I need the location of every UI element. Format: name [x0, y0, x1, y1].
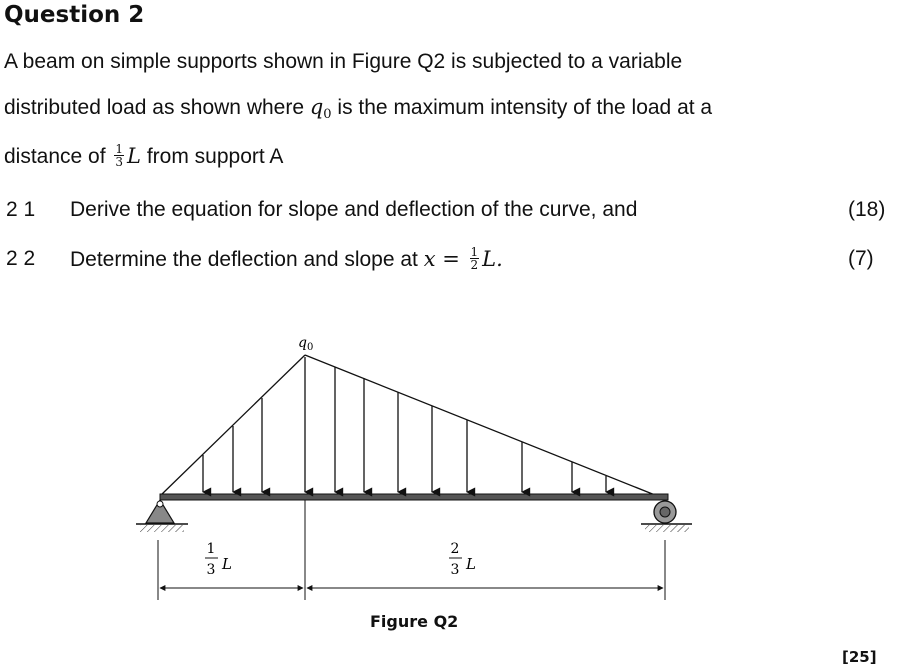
item-number-2-2: 2 2 — [6, 247, 36, 270]
load-arrows — [203, 357, 606, 492]
question-line-2-pre: distributed load as shown where — [4, 96, 310, 119]
item-number-2-1: 2 1 — [6, 198, 36, 221]
L-symbol: L. — [482, 247, 503, 271]
item-marks-2-1: (18) — [848, 198, 886, 221]
q-letter: q — [298, 335, 307, 351]
L-symbol: L — [127, 144, 141, 168]
load-right-slope — [305, 355, 665, 499]
fraction-numerator: 1 — [206, 541, 216, 557]
dim-label-two-thirds-L — [449, 541, 476, 578]
fraction-numerator: 1 — [115, 141, 124, 156]
q-subscript: 0 — [306, 342, 314, 353]
item-marks-2-2: (7) — [848, 247, 874, 270]
fraction-denominator: 2 — [470, 257, 479, 272]
beam — [160, 494, 668, 500]
figure-caption: Figure Q2 — [370, 612, 459, 631]
total-marks: [25] — [842, 648, 877, 666]
fraction-denominator: 3 — [206, 562, 216, 578]
q0-label — [298, 335, 313, 353]
support-a-pin — [136, 500, 188, 532]
support-b-roller — [641, 501, 692, 532]
item-text-2-1: Derive the equation for slope and deflection of the curve, and — [70, 198, 638, 221]
item-2-2-pre: Determine the deflection and slope at — [70, 248, 424, 271]
question-title: Question 2 — [4, 2, 145, 28]
question-line-1-text: A beam on simple supports shown in Figure Q2 is subjected to a variable — [4, 50, 683, 73]
q-letter: q — [309, 95, 324, 119]
x-symbol: x — [423, 247, 436, 271]
dim-label-one-third-L — [205, 541, 232, 578]
fraction-denominator: 3 — [450, 562, 460, 578]
fraction-numerator: 1 — [470, 244, 479, 259]
fraction-numerator: 2 — [450, 541, 460, 557]
q-subscript: 0 — [323, 107, 332, 122]
equals-sign: = — [435, 247, 467, 271]
L-symbol: L — [222, 555, 232, 573]
question-line-3-pre: distance of — [4, 145, 112, 168]
question-line-2-post: is the maximum intensity of the load at a — [331, 96, 713, 119]
fraction-denominator: 3 — [115, 154, 124, 169]
L-symbol: L — [466, 555, 476, 573]
question-line-3-post: from support A — [141, 145, 284, 168]
